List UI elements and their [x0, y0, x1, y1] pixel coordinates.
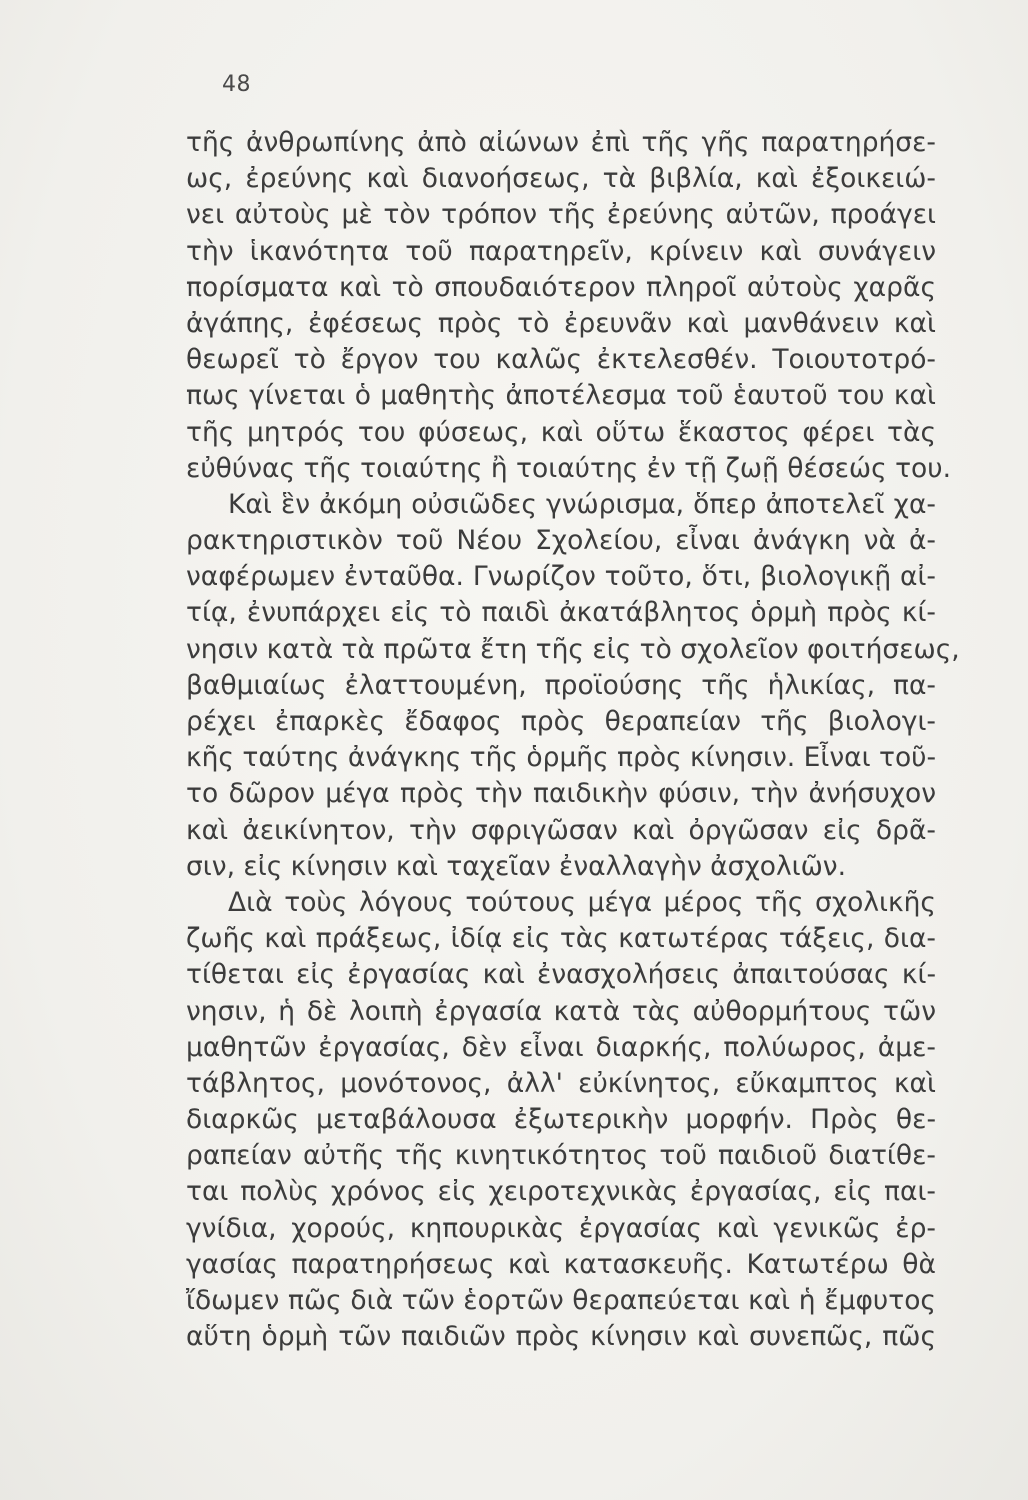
text-line: τῆς μητρός του φύσεως, καὶ οὕτω ἕκαστος φέρει τὰς	[186, 416, 936, 448]
text-line: κῆς ταύτης ἀνάγκης τῆς ὁρμῆς πρὸς κίνησιν. Εἶναι τοῦ-	[186, 742, 937, 774]
text-line: ραπείαν αὐτῆς τῆς κινητικότητος τοῦ παιδιοῦ διατίθε-	[186, 1140, 936, 1172]
text-line: ως, ἐρεύνης καὶ διανοήσεως, τὰ βιβλία, καὶ ἐξοικειώ-	[186, 163, 936, 195]
text-line: νει αὐτοὺς μὲ τὸν τρόπον τῆς ἐρεύνης αὐτῶν, προάγει	[186, 199, 936, 231]
text-line: διαρκῶς μεταβάλουσα ἐξωτερικὴν μορφήν. Πρὸς θε-	[186, 1104, 936, 1136]
text-line: τάβλητος, μονότονος, ἀλλ' εὐκίνητος, εὔκαμπτος καὶ	[186, 1067, 936, 1099]
text-line: σιν, εἰς κίνησιν καὶ ταχεῖαν ἐναλλαγὴν ἀσχολιῶν.	[186, 850, 847, 882]
body-text	[186, 125, 960, 1355]
text-line: θεωρεῖ τὸ ἔργον του καλῶς ἐκτελεσθέν. Τοιουτοτρό-	[186, 344, 936, 376]
text-line: ται πολὺς χρόνος εἰς χειροτεχνικὰς ἐργασίας, εἰς παι-	[186, 1176, 936, 1208]
text-line: τίᾳ, ἐνυπάρχει εἰς τὸ παιδὶ ἀκατάβλητος ὁρμὴ πρὸς κί-	[186, 597, 936, 629]
text-line: τὴν ἱκανότητα τοῦ παρατηρεῖν, κρίνειν καὶ συνάγειν	[186, 235, 936, 267]
text-line: πως γίνεται ὁ μαθητὴς ἀποτέλεσμα τοῦ ἑαυτοῦ του καὶ	[186, 380, 936, 412]
text-line: αὕτη ὁρμὴ τῶν παιδιῶν πρὸς κίνησιν καὶ συνεπῶς, πῶς	[186, 1321, 936, 1353]
text-line: ἀγάπης, ἐφέσεως πρὸς τὸ ἐρευνᾶν καὶ μανθάνειν καὶ	[186, 307, 936, 339]
text-line: Διὰ τοὺς λόγους τούτους μέγα μέρος τῆς σχολικῆς	[228, 886, 936, 918]
text-line: τίθεται εἰς ἐργασίας καὶ ἐνασχολήσεις ἀπαιτούσας κί-	[186, 959, 936, 991]
text-line: καὶ ἀεικίνητον, τὴν σφριγῶσαν καὶ ὀργῶσαν εἰς δρᾶ-	[186, 814, 936, 846]
text-line: πορίσματα καὶ τὸ σπουδαιότερον πληροῖ αὐτοὺς χαρᾶς	[186, 271, 936, 303]
text-line: νησιν κατὰ τὰ πρῶτα ἔτη τῆς εἰς τὸ σχολεῖον φοιτήσεως,	[186, 633, 960, 665]
text-line: ζωῆς καὶ πράξεως, ἰδίᾳ εἰς τὰς κατωτέρας τάξεις, δια-	[186, 923, 936, 955]
text-line: ρέχει ἐπαρκὲς ἔδαφος πρὸς θεραπείαν τῆς βιολογι-	[186, 706, 936, 737]
text-line: εὐθύνας τῆς τοιαύτης ἢ τοιαύτης ἐν τῇ ζωῇ θέσεώς του.	[186, 452, 952, 484]
text-line: ἴδωμεν πῶς διὰ τῶν ἑορτῶν θεραπεύεται καὶ ἡ ἔμφυτος	[186, 1285, 936, 1316]
text-line: βαθμιαίως ἐλαττουμένη, προϊούσης τῆς ἡλικίας, πα-	[186, 669, 936, 701]
text-line: ρακτηριστικὸν τοῦ Νέου Σχολείου, εἶναι ἀνάγκη νὰ ἀ-	[186, 525, 936, 557]
text-line: γνίδια, χορούς, κηπουρικὰς ἐργασίας καὶ γενικῶς ἐρ-	[186, 1212, 936, 1244]
text-line: ναφέρωμεν ἐνταῦθα. Γνωρίζον τοῦτο, ὅτι, βιολογικῇ αἰ-	[186, 561, 936, 593]
page-number: 48	[222, 72, 251, 97]
text-line: Καὶ ἓν ἀκόμη οὐσιῶδες γνώρισμα, ὅπερ ἀποτελεῖ χα-	[228, 488, 936, 520]
text-line: γασίας παρατηρήσεως καὶ κατασκευῆς. Κατωτέρω θὰ	[186, 1248, 936, 1280]
text-line: τῆς ἀνθρωπίνης ἀπὸ αἰώνων ἐπὶ τῆς γῆς παρατηρήσε-	[186, 127, 936, 158]
text-line: μαθητῶν ἐργασίας, δὲν εἶναι διαρκής, πολύωρος, ἀμε-	[186, 1031, 936, 1063]
text-line: νησιν, ἡ δὲ λοιπὴ ἐργασία κατὰ τὰς αὐθορμήτους τῶν	[186, 995, 936, 1027]
text-line: το δῶρον μέγα πρὸς τὴν παιδικὴν φύσιν, τὴν ἀνήσυχον	[186, 778, 936, 810]
